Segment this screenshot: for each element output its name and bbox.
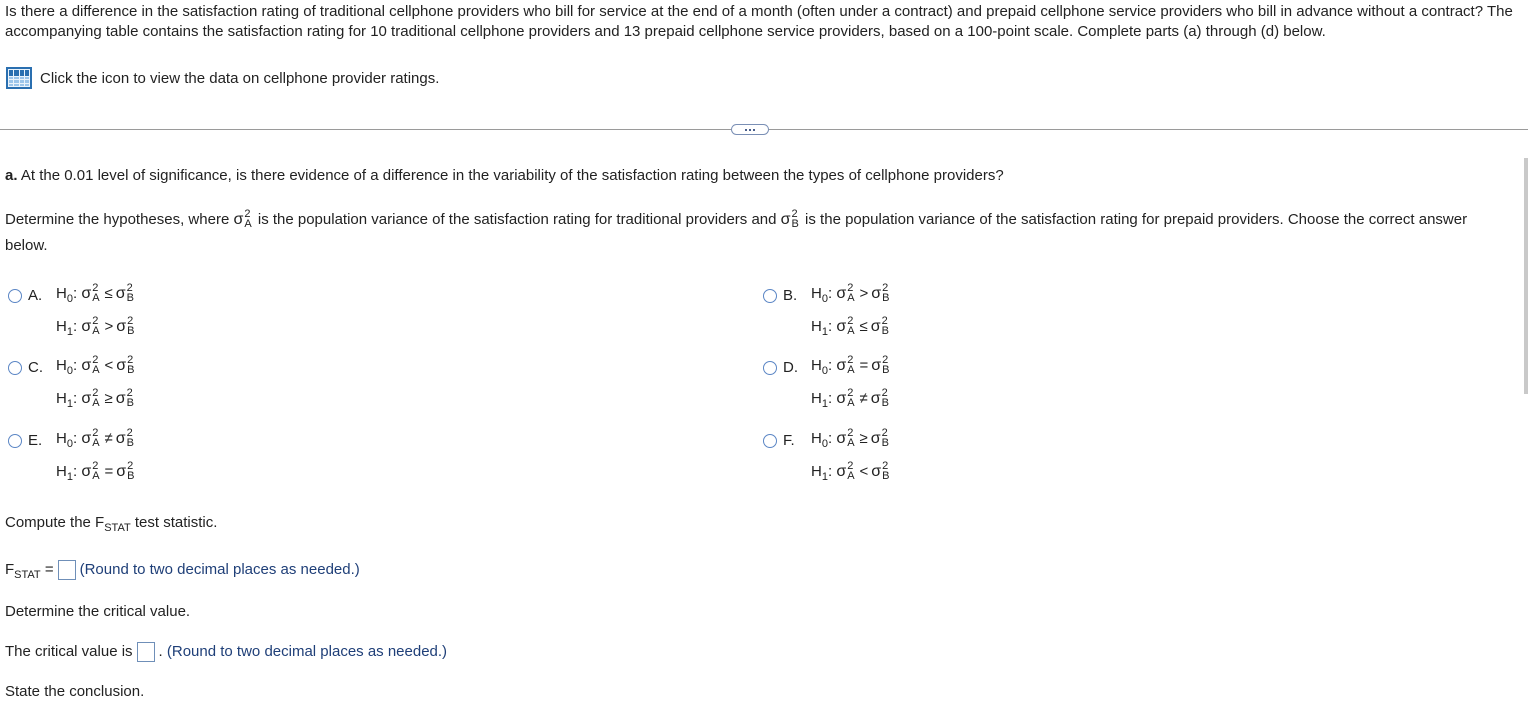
hypothesis-pair [811,423,892,489]
sigma-symbol: σ [81,463,92,480]
superscript: 2 [127,315,134,328]
subscript: B [791,218,799,231]
stat-subscript: STAT [104,522,131,534]
sigma-symbol: σ [870,318,881,335]
fstat-subscript: STAT [14,568,41,581]
subscript: A [847,292,855,305]
fstat-row [5,560,360,580]
colon: : [72,463,78,480]
fstat-round-note: (Round to two decimal places as needed.) [79,560,360,578]
colon: : [827,357,833,374]
h-subscript: 1 [821,471,828,483]
h-subscript: 0 [66,438,73,450]
data-link-row[interactable] [6,66,439,90]
sigma-symbol: σ [81,357,92,374]
sigma-symbol: σ [836,390,847,407]
hyp-prompt-text-1: Determine the hypotheses, where [5,211,234,228]
table-grid-icon[interactable] [6,67,32,89]
option-letter: E. [28,432,43,449]
relation-symbol: ≥ [859,430,868,447]
subscript: B [127,364,135,377]
h-symbol: H [811,285,822,302]
superscript: 2 [847,354,854,367]
h-subscript: 0 [821,438,828,450]
relation-symbol: ≠ [859,390,868,407]
sigma-symbol: σ [870,390,881,407]
option-f[interactable] [763,427,892,489]
data-link-text[interactable]: Click the icon to view the data on cellphone provider ratings. [40,69,440,87]
h-subscript: 1 [66,471,73,483]
expand-more-button[interactable] [731,124,769,135]
option-letter: C. [28,359,43,376]
sigma-symbol: σ [836,285,847,302]
relation-symbol: = [859,357,869,374]
superscript: 2 [244,208,251,221]
critical-prompt: Determine the critical value. [5,603,191,620]
option-c[interactable] [8,354,137,416]
hypothesis-pair [56,423,137,489]
sigma-symbol: σ [836,463,847,480]
colon: : [827,285,833,302]
critical-value-input[interactable] [137,642,155,662]
relation-symbol: ≥ [104,390,113,407]
h-subscript: 1 [66,326,73,338]
sigma-symbol: σ [871,285,882,302]
colon: : [72,357,78,374]
superscript: 2 [126,387,133,400]
relation-symbol: ≠ [104,430,113,447]
superscript: 2 [127,354,134,367]
h-symbol: H [56,357,67,374]
subscript: A [92,397,100,410]
relation-symbol: ≤ [104,285,113,302]
option-letter: F. [783,432,795,449]
sigma-symbol: σ [116,463,127,480]
sigma-symbol: σ [871,357,882,374]
hyp-prompt-text-2: is the population variance of the satisfaction rating for traditional providers and [253,211,781,228]
subscript: A [92,437,100,450]
hypotheses-prompt [5,207,1510,259]
subscript: B [881,437,889,450]
radio-button[interactable] [8,289,22,303]
h-subscript: 0 [821,365,828,377]
h-symbol: H [811,318,822,335]
colon: : [827,463,833,480]
sigma-symbol: σ [116,357,127,374]
colon: : [827,318,833,335]
sigma-symbol: σ [836,318,847,335]
sigma-symbol: σ [116,318,127,335]
subscript: A [847,437,855,450]
subscript: B [881,325,889,338]
superscript: 2 [92,282,99,295]
radio-button[interactable] [8,361,22,375]
subscript: A [847,397,855,410]
fstat-input[interactable] [58,560,76,580]
sigma-symbol: σ [871,463,882,480]
radio-button[interactable] [763,289,777,303]
h-symbol: H [56,390,67,407]
superscript: 2 [881,315,888,328]
hypothesis-pair [56,350,137,416]
part-a-question [5,167,1004,184]
part-a-text: At the 0.01 level of significance, is there evidence of a difference in the variability of the satisfaction rating between the types of cellphone providers? [20,167,1004,184]
h-symbol: H [811,430,822,447]
hyp-prompt-text-3: is the population variance of the satisfaction rating for prepaid providers. Choose the correct answer below. [5,211,1468,254]
compute-text-2: test statistic. [130,514,218,531]
subscript: A [92,364,100,377]
part-a-label: a. [5,167,18,184]
option-letter: D. [783,359,798,376]
compute-text: Compute the F [5,514,105,531]
hypothesis-pair [811,278,892,344]
relation-symbol: < [104,357,114,374]
subscript: B [126,397,134,410]
option-e[interactable] [8,427,137,489]
sigma-symbol: σ [115,390,126,407]
fstat-label: F [5,560,15,578]
superscript: 2 [847,427,854,440]
radio-button[interactable] [763,434,777,448]
h-symbol: H [56,430,67,447]
superscript: 2 [126,427,133,440]
radio-button[interactable] [8,434,22,448]
radio-button[interactable] [763,361,777,375]
hypothesis-pair [56,278,137,344]
compute-prompt [5,514,218,534]
option-a[interactable] [8,282,137,344]
sigma-symbol: σ [836,430,847,447]
equals-sign: = [40,560,54,578]
colon: : [72,390,78,407]
option-d[interactable] [763,354,892,416]
sigma-symbol: σ [81,430,92,447]
subscript: B [882,292,890,305]
subscript: A [847,470,855,483]
h-subscript: 0 [66,365,73,377]
sigma-symbol: σ [836,357,847,374]
option-letter: A. [28,287,43,304]
critical-label: The critical value is [5,642,133,660]
option-letter: B. [783,287,798,304]
subscript: A [847,364,855,377]
superscript: 2 [881,427,888,440]
superscript: 2 [92,427,99,440]
sigma-symbol: σ [115,430,126,447]
sigma-symbol: σ [81,285,92,302]
hypothesis-pair [811,350,892,416]
superscript: 2 [92,315,99,328]
critical-round-note: (Round to two decimal places as needed.) [166,642,448,660]
superscript: 2 [92,387,99,400]
colon: : [72,318,78,335]
option-b[interactable] [763,282,892,344]
subscript: B [127,325,135,338]
sigma-symbol: σ [780,211,791,228]
colon: : [72,430,78,447]
sigma-symbol: σ [81,390,92,407]
superscript: 2 [92,354,99,367]
subscript: A [92,470,100,483]
subscript: A [92,325,100,338]
h-subscript: 1 [821,326,828,338]
superscript: 2 [881,387,888,400]
colon: : [827,430,833,447]
subscript: B [127,470,135,483]
relation-symbol: = [104,463,114,480]
sigma-symbol: σ [81,318,92,335]
h-subscript: 1 [66,398,73,410]
superscript: 2 [882,354,889,367]
relation-symbol: < [859,463,869,480]
superscript: 2 [791,208,798,221]
critical-row [5,642,447,662]
relation-symbol: ≤ [859,318,868,335]
superscript: 2 [882,282,889,295]
superscript: 2 [127,460,134,473]
h-subscript: 0 [821,293,828,305]
problem-intro: Is there a difference in the satisfaction rating of traditional cellphone providers who bill for service at the end of a month (often under a contract) and prepaid cellphone service providers who bill in advance without a contract? The accompanying table contains the satisfaction rating for 10 traditional cellphone providers and 13 prepaid cellphone service providers, based on a 100-point scale. Complete parts (a) through (d) below. [5,3,1513,40]
subscript: A [92,292,100,305]
h-subscript: 0 [66,293,73,305]
superscript: 2 [847,460,854,473]
subscript: B [882,470,890,483]
superscript: 2 [847,315,854,328]
h-symbol: H [56,285,67,302]
h-symbol: H [56,463,67,480]
sigma-symbol: σ [115,285,126,302]
subscript: A [244,218,252,231]
subscript: B [126,437,134,450]
h-subscript: 1 [821,398,828,410]
superscript: 2 [126,282,133,295]
relation-symbol: > [104,318,114,335]
superscript: 2 [92,460,99,473]
subscript: A [847,325,855,338]
sigma-symbol: σ [870,430,881,447]
superscript: 2 [882,460,889,473]
colon: : [72,285,78,302]
subscript: B [126,292,134,305]
h-symbol: H [811,357,822,374]
superscript: 2 [847,387,854,400]
superscript: 2 [847,282,854,295]
scrollbar[interactable] [1524,158,1528,394]
subscript: B [881,397,889,410]
critical-period: . [158,642,163,660]
relation-symbol: > [859,285,869,302]
h-symbol: H [811,390,822,407]
h-symbol: H [811,463,822,480]
subscript: B [882,364,890,377]
conclusion-prompt: State the conclusion. [5,683,145,700]
h-symbol: H [56,318,67,335]
sigma-symbol: σ [233,211,244,228]
colon: : [827,390,833,407]
